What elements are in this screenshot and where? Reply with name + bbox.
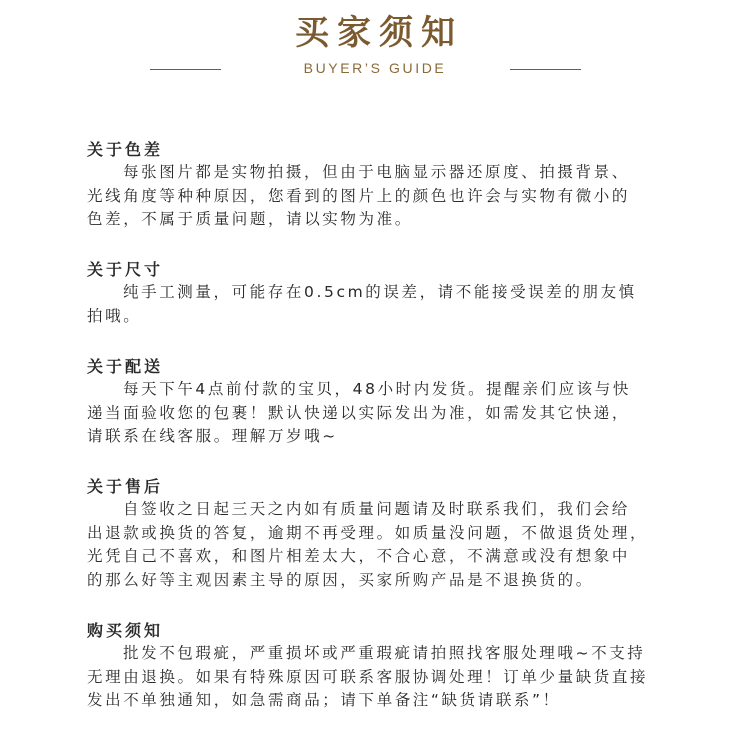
body-line: 批发不包瑕疵，严重损坏或严重瑕疵请拍照找客服处理哦~不支持: [123, 644, 646, 662]
section-body: [87, 498, 687, 592]
body-line: 纯手工测量，可能存在0.5cm的误差，请不能接受误差的朋友慎: [123, 283, 637, 301]
body-line: 无理由退换。如果有特殊原因可联系客服协调处理！订单少量缺货直接: [87, 667, 649, 686]
body-line: 色差，不属于质量问题，请以实物为准。: [87, 210, 413, 228]
page-subtitle: BUYER’S GUIDE: [303, 60, 447, 76]
divider-right: [510, 69, 581, 70]
section-heading: 关于色差: [87, 140, 164, 159]
body-line: 自签收之日起三天之内如有质量问题请及时联系我们，我们会给: [123, 500, 630, 518]
section-purchase-notice: [87, 620, 687, 713]
section-heading: 关于尺寸: [87, 260, 164, 279]
body-line: 发出不单独通知，如急需商品；请下单备注“缺货请联系”！: [87, 691, 561, 709]
subtitle-row: [0, 58, 750, 78]
page-title: 买家须知: [295, 13, 463, 53]
body-line: 拍哦。: [87, 306, 142, 325]
section-size: [87, 259, 687, 328]
body-line: 每张图片都是实物拍摄，但由于电脑显示器还原度、拍摄背景、: [123, 163, 630, 181]
section-body: [87, 378, 687, 449]
section-body: [87, 161, 687, 232]
body-line: 光凭自己不喜欢，和图片相差太大，不合心意，不满意或没有想象中: [87, 547, 631, 565]
section-delivery: [87, 356, 687, 449]
body-line: 光线角度等种种原因，您看到的图片上的颜色也许会与实物有微小的: [87, 186, 631, 205]
body-line: 的那么好等主观因素主导的原因，买家所购产品是不退换货的。: [87, 570, 594, 589]
body-line: 递当面验收您的包裹！默认快递以实际发出为准，如需发其它快递，: [87, 403, 631, 422]
section-color-difference: [87, 139, 687, 232]
section-body: [87, 281, 687, 328]
section-heading: 购买须知: [87, 621, 164, 640]
body-line: 请联系在线客服。理解万岁哦~: [87, 427, 338, 445]
section-heading: 关于配送: [87, 357, 164, 376]
body-line: 出退款或换货的答复，逾期不再受理。如质量没问题，不做退货处理，: [87, 523, 649, 542]
section-body: [87, 642, 687, 713]
body-line: 每天下午4点前付款的宝贝，48小时内发货。提醒亲们应该与快: [123, 380, 631, 398]
section-after-sales: [87, 476, 687, 592]
section-heading: 关于售后: [87, 477, 164, 496]
